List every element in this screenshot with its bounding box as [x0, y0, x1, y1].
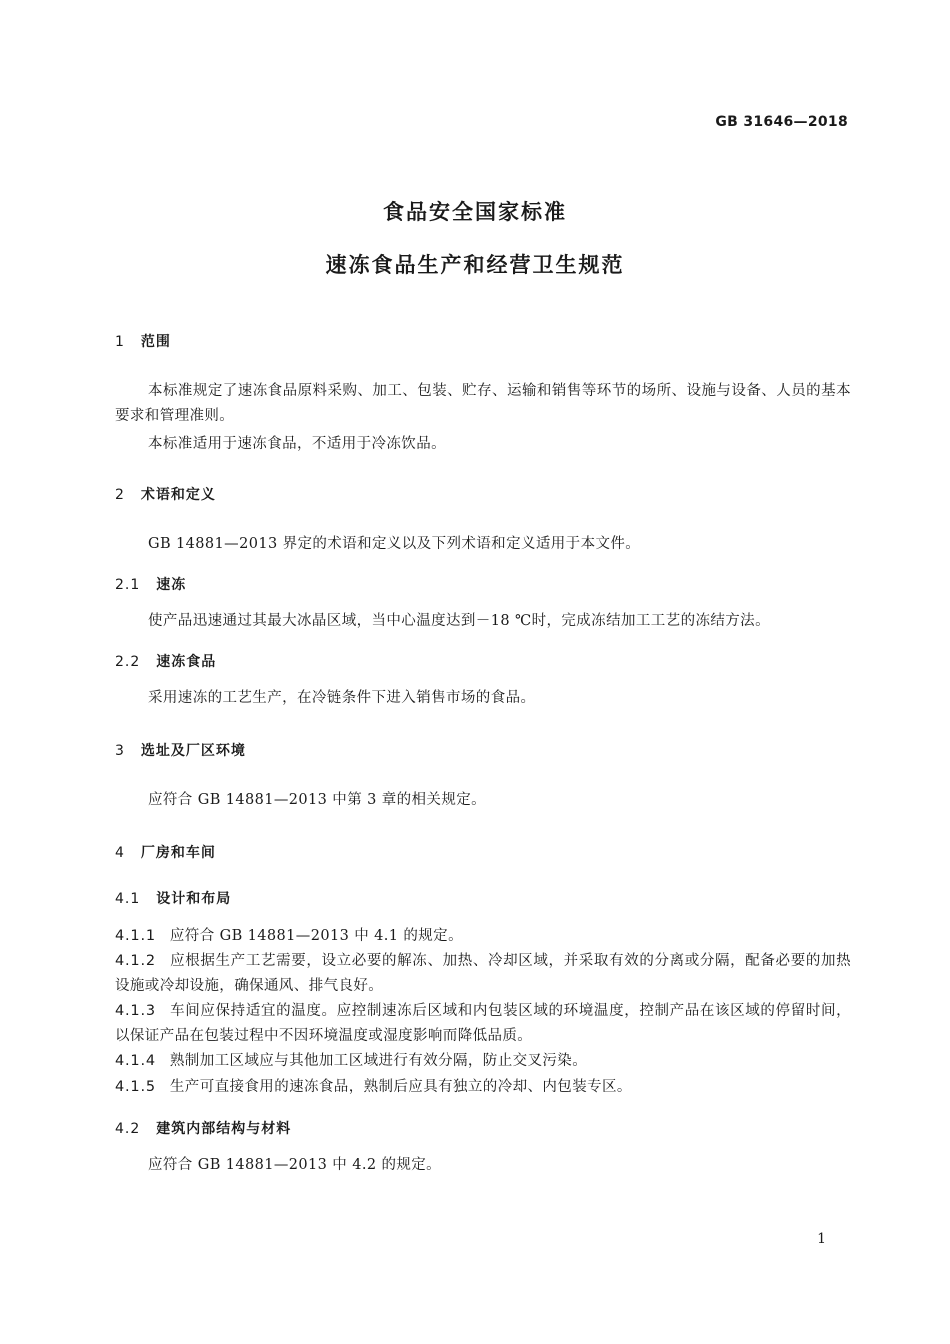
section-2-paragraph-1: GB 14881—2013 界定的术语和定义以及下列术语和定义适用于本文件。 — [148, 536, 641, 552]
section-number: 4 — [115, 845, 125, 861]
clause-4-1-5 — [115, 1075, 851, 1100]
clause-4-1-3 — [115, 999, 851, 1048]
clause-4-1-1 — [115, 924, 851, 949]
section-3-paragraph-1: 应符合 GB 14881—2013 中第 3 章的相关规定。 — [148, 792, 487, 808]
section-number: 2.1 — [115, 577, 141, 593]
clause-number: 4.1.1 — [115, 928, 156, 944]
clause-text: 生产可直接食用的速冻食品，熟制后应具有独立的冷却、内包装专区。 — [169, 1079, 632, 1095]
section-title: 设计和布局 — [156, 891, 232, 907]
clause-number: 4.1.3 — [115, 1003, 156, 1019]
section-title: 速冻 — [156, 577, 187, 593]
section-heading-2-2 — [115, 651, 216, 671]
section-number: 3 — [115, 743, 125, 759]
section-heading-4-1 — [115, 888, 231, 908]
clause-number: 4.1.4 — [115, 1053, 156, 1069]
section-heading-2 — [115, 484, 216, 504]
section-heading-3 — [115, 740, 246, 760]
section-2-2-paragraph-1: 采用速冻的工艺生产，在冷链条件下进入销售市场的食品。 — [148, 690, 536, 706]
clause-text: 熟制加工区域应与其他加工区域进行有效分隔，防止交叉污染。 — [169, 1053, 588, 1069]
clause-number: 4.1.5 — [115, 1079, 156, 1095]
section-heading-4 — [115, 842, 216, 862]
clause-text: 应根据生产工艺需要，设立必要的解冻、加热、冷却区域，并采取有效的分离或分隔，配备必要的加热设施或冷却设施，确保通风、排气良好。 — [115, 953, 851, 994]
section-title: 速冻食品 — [156, 654, 217, 670]
clause-4-1-4 — [115, 1049, 851, 1074]
section-number: 2 — [115, 487, 125, 503]
clause-4-1-2 — [115, 949, 851, 998]
section-2-1-paragraph-1: 使产品迅速通过其最大冰晶区域，当中心温度达到－18 ℃时，完成冻结加工工艺的冻结方法。 — [148, 613, 770, 629]
clause-text: 应符合 GB 14881—2013 中 4.1 的规定。 — [169, 928, 463, 944]
section-title: 范围 — [140, 334, 171, 350]
section-1-paragraph-1: 本标准规定了速冻食品原料采购、加工、包装、贮存、运输和销售等环节的场所、设施与设备、人员的基本要求和管理准则。 — [115, 383, 851, 424]
section-number: 1 — [115, 334, 125, 350]
clause-text: 车间应保持适宜的温度。应控制速冻后区域和内包装区域的环境温度，控制产品在该区域的停留时间，以保证产品在包装过程中不因环境温度或湿度影响而降低品质。 — [115, 1003, 851, 1044]
page-number: 1 — [817, 1231, 826, 1247]
section-title: 选址及厂区环境 — [140, 743, 246, 759]
document-title-line-1: 食品安全国家标准 — [383, 200, 567, 224]
section-title: 建筑内部结构与材料 — [156, 1121, 292, 1137]
standard-number: GB 31646—2018 — [715, 114, 848, 130]
section-title: 术语和定义 — [140, 487, 216, 503]
section-number: 4.1 — [115, 891, 141, 907]
section-heading-2-1 — [115, 574, 186, 594]
section-heading-1 — [115, 331, 171, 351]
section-heading-4-2 — [115, 1118, 291, 1138]
clause-number: 4.1.2 — [115, 953, 156, 969]
section-4-2-paragraph-1: 应符合 GB 14881—2013 中 4.2 的规定。 — [148, 1157, 442, 1173]
section-title: 厂房和车间 — [140, 845, 216, 861]
section-number: 4.2 — [115, 1121, 141, 1137]
section-1-paragraph-2: 本标准适用于速冻食品，不适用于冷冻饮品。 — [148, 436, 446, 452]
section-number: 2.2 — [115, 654, 141, 670]
document-title-line-2: 速冻食品生产和经营卫生规范 — [325, 253, 625, 277]
